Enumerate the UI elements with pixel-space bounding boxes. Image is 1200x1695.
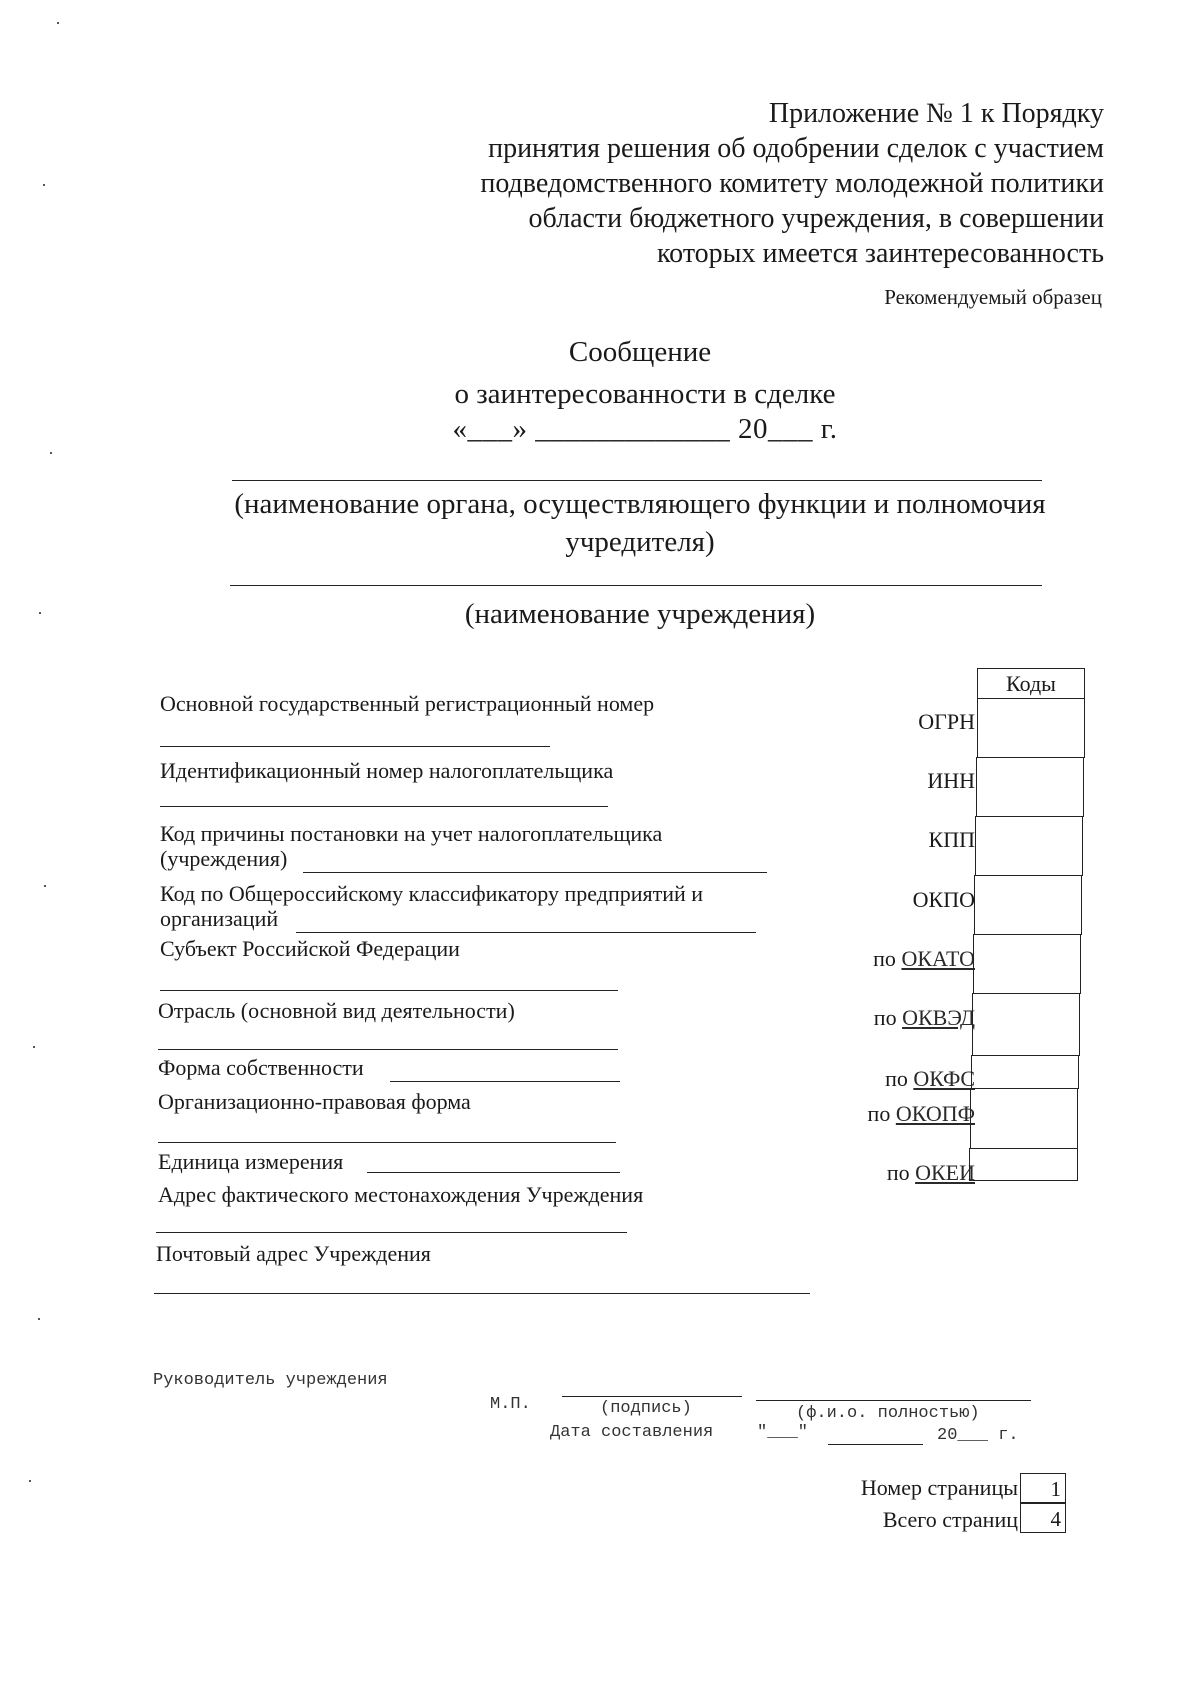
- signature-line: [562, 1396, 742, 1397]
- code-cell-okpo[interactable]: [974, 875, 1082, 935]
- field-label-okopf: Организационно-правовая форма: [158, 1089, 471, 1114]
- founder-caption: [180, 485, 1100, 561]
- codes-header: Коды: [977, 668, 1085, 699]
- field-line-okpo: [296, 932, 756, 933]
- code-label-okfs: [885, 1066, 975, 1092]
- scan-speck: [29, 1480, 31, 1482]
- code-prefix: по: [873, 1005, 897, 1030]
- code-link-okopf[interactable]: ОКОПФ: [895, 1101, 975, 1126]
- page-number-box: 1: [1020, 1473, 1066, 1503]
- field-line-okopf: [158, 1142, 616, 1143]
- code-cell-okved[interactable]: [972, 993, 1080, 1056]
- full-name-caption: (ф.и.о. полностью): [796, 1404, 980, 1423]
- field-line-okfs: [390, 1081, 620, 1082]
- code-cell-okfs[interactable]: [971, 1055, 1079, 1089]
- field-line-kpp: [303, 872, 767, 873]
- founder-caption-line: (наименование органа, осуществляющего функции и полномочия: [234, 488, 1046, 520]
- annex-line: которых имеется заинтересованность: [657, 238, 1104, 269]
- field-line-okato: [160, 990, 618, 991]
- code-label-okato: [873, 946, 975, 972]
- document-date-line: «___» _____________ 20___ г.: [452, 413, 838, 445]
- total-pages-box: 4: [1020, 1503, 1066, 1533]
- code-label-okved: [874, 1005, 975, 1031]
- field-line-okved: [158, 1049, 618, 1050]
- field-label-okpo: Код по Общероссийскому классификатору предприятий и: [160, 881, 704, 906]
- code-cell-okopf[interactable]: [970, 1088, 1078, 1149]
- field-line-okei: [367, 1172, 620, 1173]
- page-number-label: Номер страницы: [860, 1475, 1018, 1500]
- field-label-inn: Идентификационный номер налогоплательщика: [160, 758, 614, 783]
- signature-caption: (подпись): [600, 1399, 692, 1418]
- code-link-okei[interactable]: ОКЕИ: [915, 1160, 975, 1185]
- code-cell-okei[interactable]: [969, 1148, 1078, 1181]
- code-link-okfs[interactable]: ОКФС: [913, 1066, 975, 1091]
- field-label-postal-address: Почтовый адрес Учреждения: [156, 1241, 431, 1266]
- code-link-okved[interactable]: ОКВЭД: [902, 1005, 975, 1030]
- scan-speck: [33, 1046, 35, 1048]
- total-pages-label: Всего страниц: [882, 1507, 1018, 1532]
- annex-line: Приложение № 1 к Порядку: [768, 98, 1104, 129]
- field-line-ogrn: [160, 746, 550, 747]
- code-cell-ogrn[interactable]: [977, 698, 1085, 758]
- document-subtitle: о заинтересованности в сделке: [454, 378, 836, 410]
- field-label-okpo-cont: организаций: [160, 906, 279, 931]
- field-label-kpp: Код причины постановки на учет налогоплательщика: [160, 821, 663, 846]
- code-prefix: по: [886, 1160, 910, 1185]
- code-cell-kpp[interactable]: [975, 816, 1083, 876]
- code-cell-okato[interactable]: [973, 934, 1081, 994]
- date-compiled-day: "___": [757, 1423, 809, 1442]
- institution-caption: (наименование учреждения): [464, 598, 816, 630]
- code-label-okpo: ОКПО: [912, 887, 975, 912]
- annex-header: [480, 96, 1104, 271]
- scan-speck: [44, 885, 46, 887]
- scan-speck: [50, 452, 52, 454]
- code-label-inn: ИНН: [927, 768, 975, 793]
- annex-line: принятия решения об одобрении сделок с участием: [488, 133, 1104, 164]
- recommended-sample: Рекомендуемый образец: [884, 285, 1102, 309]
- code-label-ogrn: ОГРН: [918, 709, 975, 734]
- code-label-kpp: КПП: [928, 827, 975, 852]
- scan-speck: [39, 612, 41, 614]
- field-line-postal-address: [154, 1293, 810, 1294]
- institution-name-line: [230, 585, 1042, 586]
- annex-line: области бюджетного учреждения, в совершении: [528, 203, 1104, 234]
- field-line-inn: [160, 806, 608, 807]
- date-compiled-label: Дата составления: [550, 1423, 714, 1442]
- code-link-okato[interactable]: ОКАТО: [901, 946, 975, 971]
- founder-name-line: [232, 480, 1042, 481]
- stamp-label: М.П.: [490, 1395, 531, 1414]
- field-label-actual-address: Адрес фактического местонахождения Учреждения: [158, 1182, 644, 1207]
- date-compiled-month-line: [828, 1444, 923, 1445]
- scan-speck: [57, 22, 59, 24]
- field-label-okfs: Форма собственности: [158, 1055, 364, 1080]
- field-label-okato: Субъект Российской Федерации: [160, 936, 460, 961]
- founder-caption-line: учредителя): [565, 526, 715, 558]
- code-prefix: по: [873, 946, 896, 971]
- scan-speck: [38, 1318, 40, 1320]
- scan-speck: [43, 184, 45, 186]
- code-label-okei: [887, 1160, 975, 1186]
- full-name-line: [756, 1400, 1031, 1401]
- code-prefix: по: [885, 1066, 908, 1091]
- code-label-okopf: [868, 1101, 975, 1127]
- annex-line: подведомственного комитету молодежной политики: [480, 168, 1104, 199]
- field-label-ogrn: Основной государственный регистрационный номер: [160, 691, 655, 716]
- code-prefix: по: [867, 1101, 891, 1126]
- field-label-kpp-cont: (учреждения): [160, 846, 288, 871]
- signature-head-label: Руководитель учреждения: [153, 1371, 388, 1390]
- document-title: Сообщение: [568, 336, 712, 368]
- field-line-actual-address: [156, 1232, 627, 1233]
- field-label-okei: Единица измерения: [158, 1149, 344, 1174]
- date-compiled-year: 20___ г.: [937, 1426, 1019, 1445]
- field-label-okved: Отрасль (основной вид деятельности): [158, 998, 515, 1023]
- code-cell-inn[interactable]: [976, 757, 1084, 817]
